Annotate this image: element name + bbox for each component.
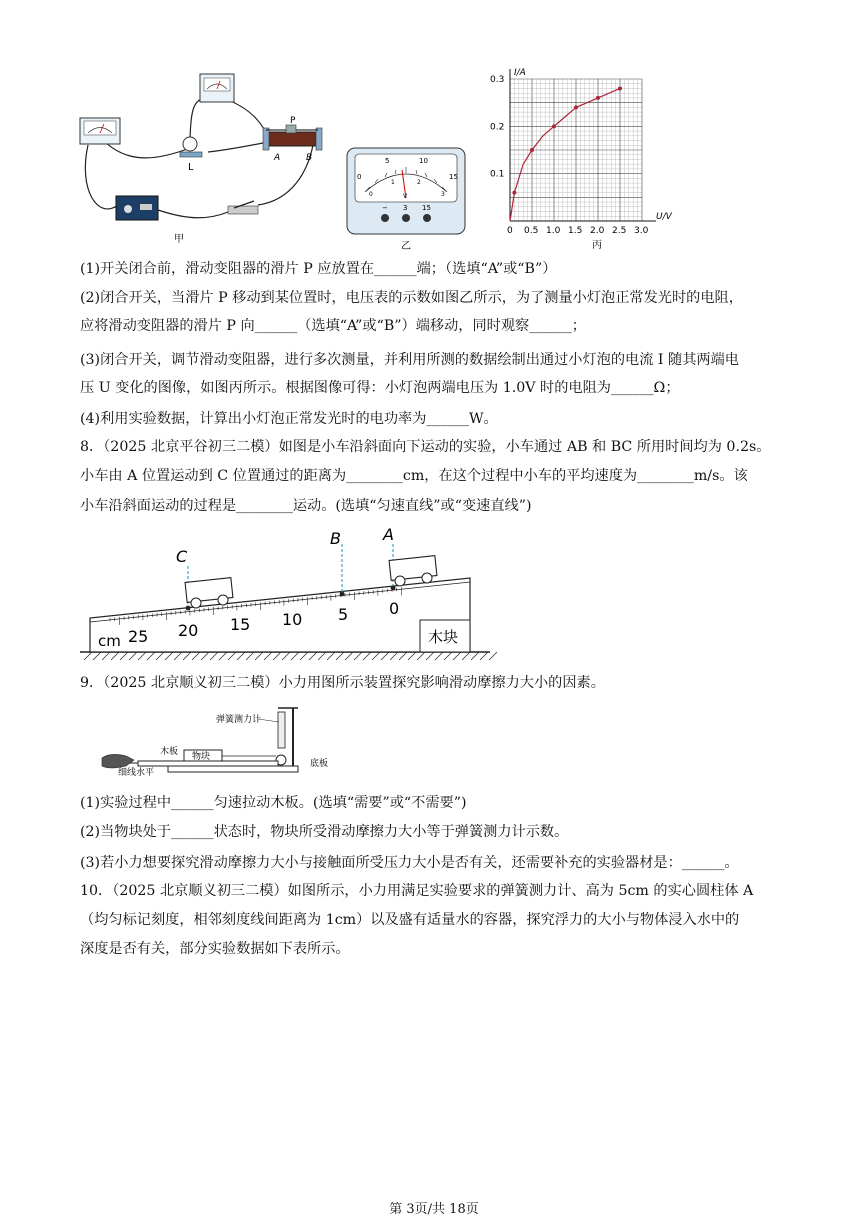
- x-tick-6: 3.0: [634, 226, 649, 236]
- switch-device: [228, 201, 258, 214]
- dial-0: 0: [357, 173, 362, 181]
- dial-inner-0: 0: [369, 191, 373, 198]
- q8-stem: 8．（2025 北京平谷初三二模）如图是小车沿斜面向下运动的实验，小车通过 AB 和 BC 所用时间均为 0.2s。: [80, 439, 771, 455]
- ammeter-device: [200, 74, 234, 102]
- terminal-a-label: A: [274, 153, 281, 163]
- rheostat-device: [263, 125, 322, 150]
- bulb-label: L: [188, 162, 194, 173]
- bulb-device: [180, 137, 202, 157]
- tick-20: 20: [178, 621, 199, 640]
- x-tick-5: 2.5: [612, 226, 627, 236]
- block-label: 物块: [192, 752, 211, 762]
- data-point-2: [552, 124, 556, 128]
- tick-15: 15: [230, 615, 251, 634]
- x-axis-label: U/V: [656, 212, 672, 222]
- point-b-label: B: [330, 529, 341, 548]
- dial-5: 5: [385, 157, 390, 165]
- q7-part4: (4)利用实验数据，计算出小灯泡正常发光时的电功率为______W。: [80, 411, 498, 427]
- data-point-4: [596, 96, 600, 100]
- q7-part1: (1)开关闭合前，滑动变阻器的滑片 P 应放置在______端；（选填“A”或“B”）: [80, 261, 557, 277]
- tick-cm: cm: [98, 632, 121, 650]
- terminal-15: 15: [422, 204, 431, 212]
- x-tick-0: 0: [507, 226, 513, 236]
- figure-bing-label: 丙: [592, 240, 602, 251]
- page-footer: 第 3页/共 18页: [389, 1202, 479, 1217]
- figure-yi-label: 乙: [401, 241, 411, 252]
- x-tick-1: 0.5: [524, 226, 539, 236]
- cart-at-c: [185, 578, 233, 608]
- terminal-b-label: B: [306, 153, 313, 163]
- figure-incline: [80, 522, 500, 662]
- q9-stem: 9．（2025 北京顺义初三二模）小力用图所示装置探究影响滑动摩擦力大小的因素。: [80, 675, 605, 691]
- dial-inner-2: 2: [417, 179, 421, 186]
- y-tick-1: 0.2: [490, 122, 505, 133]
- board-label: 木板: [160, 747, 179, 757]
- slider-label: P: [290, 116, 296, 126]
- voltmeter-device: [80, 118, 120, 144]
- dial-10: 10: [419, 157, 428, 165]
- tick-0: 0: [389, 599, 400, 618]
- q7-part2: (2)闭合开关，当滑片 P 移动到某位置时，电压表的示数如图乙所示，为了测量小灯泡正常发光时的电阻，: [80, 290, 743, 306]
- cart-at-a: [389, 556, 437, 586]
- data-point-5: [618, 86, 622, 90]
- q9-part2: (2)当物块处于______状态时，物块所受滑动摩擦力大小等于弹簧测力计示数。: [80, 824, 569, 840]
- q9-part1: (1)实验过程中______匀速拉动木板。(选填“需要”或“不需要”): [80, 795, 467, 811]
- dial-inner-3: 3: [441, 191, 445, 198]
- q9-part3: (3)若小力想要探究滑动摩擦力大小与接触面所受压力大小是否有关，还需要补充的实验器材是：______。: [80, 855, 739, 871]
- q7-part3: (3)闭合开关，调节滑动变阻器，进行多次测量，并利用所测的数据绘制出通过小灯泡的电流 I 随其两端电: [80, 352, 739, 368]
- tick-10: 10: [282, 610, 303, 629]
- data-point-3: [574, 105, 578, 109]
- y-axis-label: I/A: [514, 68, 526, 78]
- x-tick-3: 1.5: [568, 226, 583, 236]
- dial-unit: V: [403, 193, 408, 200]
- q7-part3-cont: 压 U 变化的图像，如图丙所示。根据图像可得：小灯泡两端电压为 1.0V 时的电阻为______Ω；: [80, 380, 680, 396]
- figure-jia-label: 甲: [174, 234, 184, 245]
- figure-iu-graph: [488, 66, 688, 252]
- y-tick-2: 0.3: [490, 75, 505, 85]
- data-point-1: [530, 148, 534, 152]
- y-tick-0: 0.1: [490, 169, 505, 180]
- figure-voltmeter: [345, 146, 470, 254]
- tick-25: 25: [128, 627, 149, 646]
- q10-stem: 10．（2025 北京顺义初三二模）如图所示，小力用满足实验要求的弹簧测力计、高为 5cm 的实心圆柱体 A: [80, 883, 754, 899]
- point-c-label: C: [176, 547, 188, 566]
- base-label: 底板: [310, 759, 329, 769]
- data-point-0: [512, 191, 516, 195]
- wood-block-label: 木块: [428, 628, 459, 646]
- figure-circuit: [78, 70, 328, 250]
- q10-line2: （均匀标记刻度，相邻刻度线间距离为 1cm）以及盛有适量水的容器，探究浮力的大小与物体浸入水中的: [80, 912, 740, 928]
- dial-15: 15: [449, 173, 458, 181]
- q8-line2: 小车由 A 位置运动到 C 位置通过的距离为________cm，在这个过程中小车的平均速度为________m/s。该: [80, 468, 748, 484]
- point-a-label: A: [383, 525, 394, 544]
- x-tick-2: 1.0: [546, 226, 561, 236]
- tick-5: 5: [338, 605, 349, 624]
- string-label: 细线水平: [118, 768, 155, 778]
- power-supply: [116, 196, 158, 220]
- q8-line3: 小车沿斜面运动的过程是________运动。(选填“匀速直线”或“变速直线”): [80, 498, 532, 514]
- terminal-3: 3: [403, 204, 408, 212]
- spring-scale-label: 弹簧测力计: [216, 715, 262, 725]
- figure-friction: [98, 700, 358, 782]
- dial-inner-1: 1: [391, 179, 395, 186]
- q7-part2-cont: 应将滑动变阻器的滑片 P 向______（选填“A”或“B”）端移动，同时观察______；: [80, 318, 586, 334]
- q10-line3: 深度是否有关，部分实验数据如下表所示。: [80, 941, 350, 957]
- terminal-neg: −: [382, 204, 388, 212]
- x-tick-4: 2.0: [590, 226, 605, 236]
